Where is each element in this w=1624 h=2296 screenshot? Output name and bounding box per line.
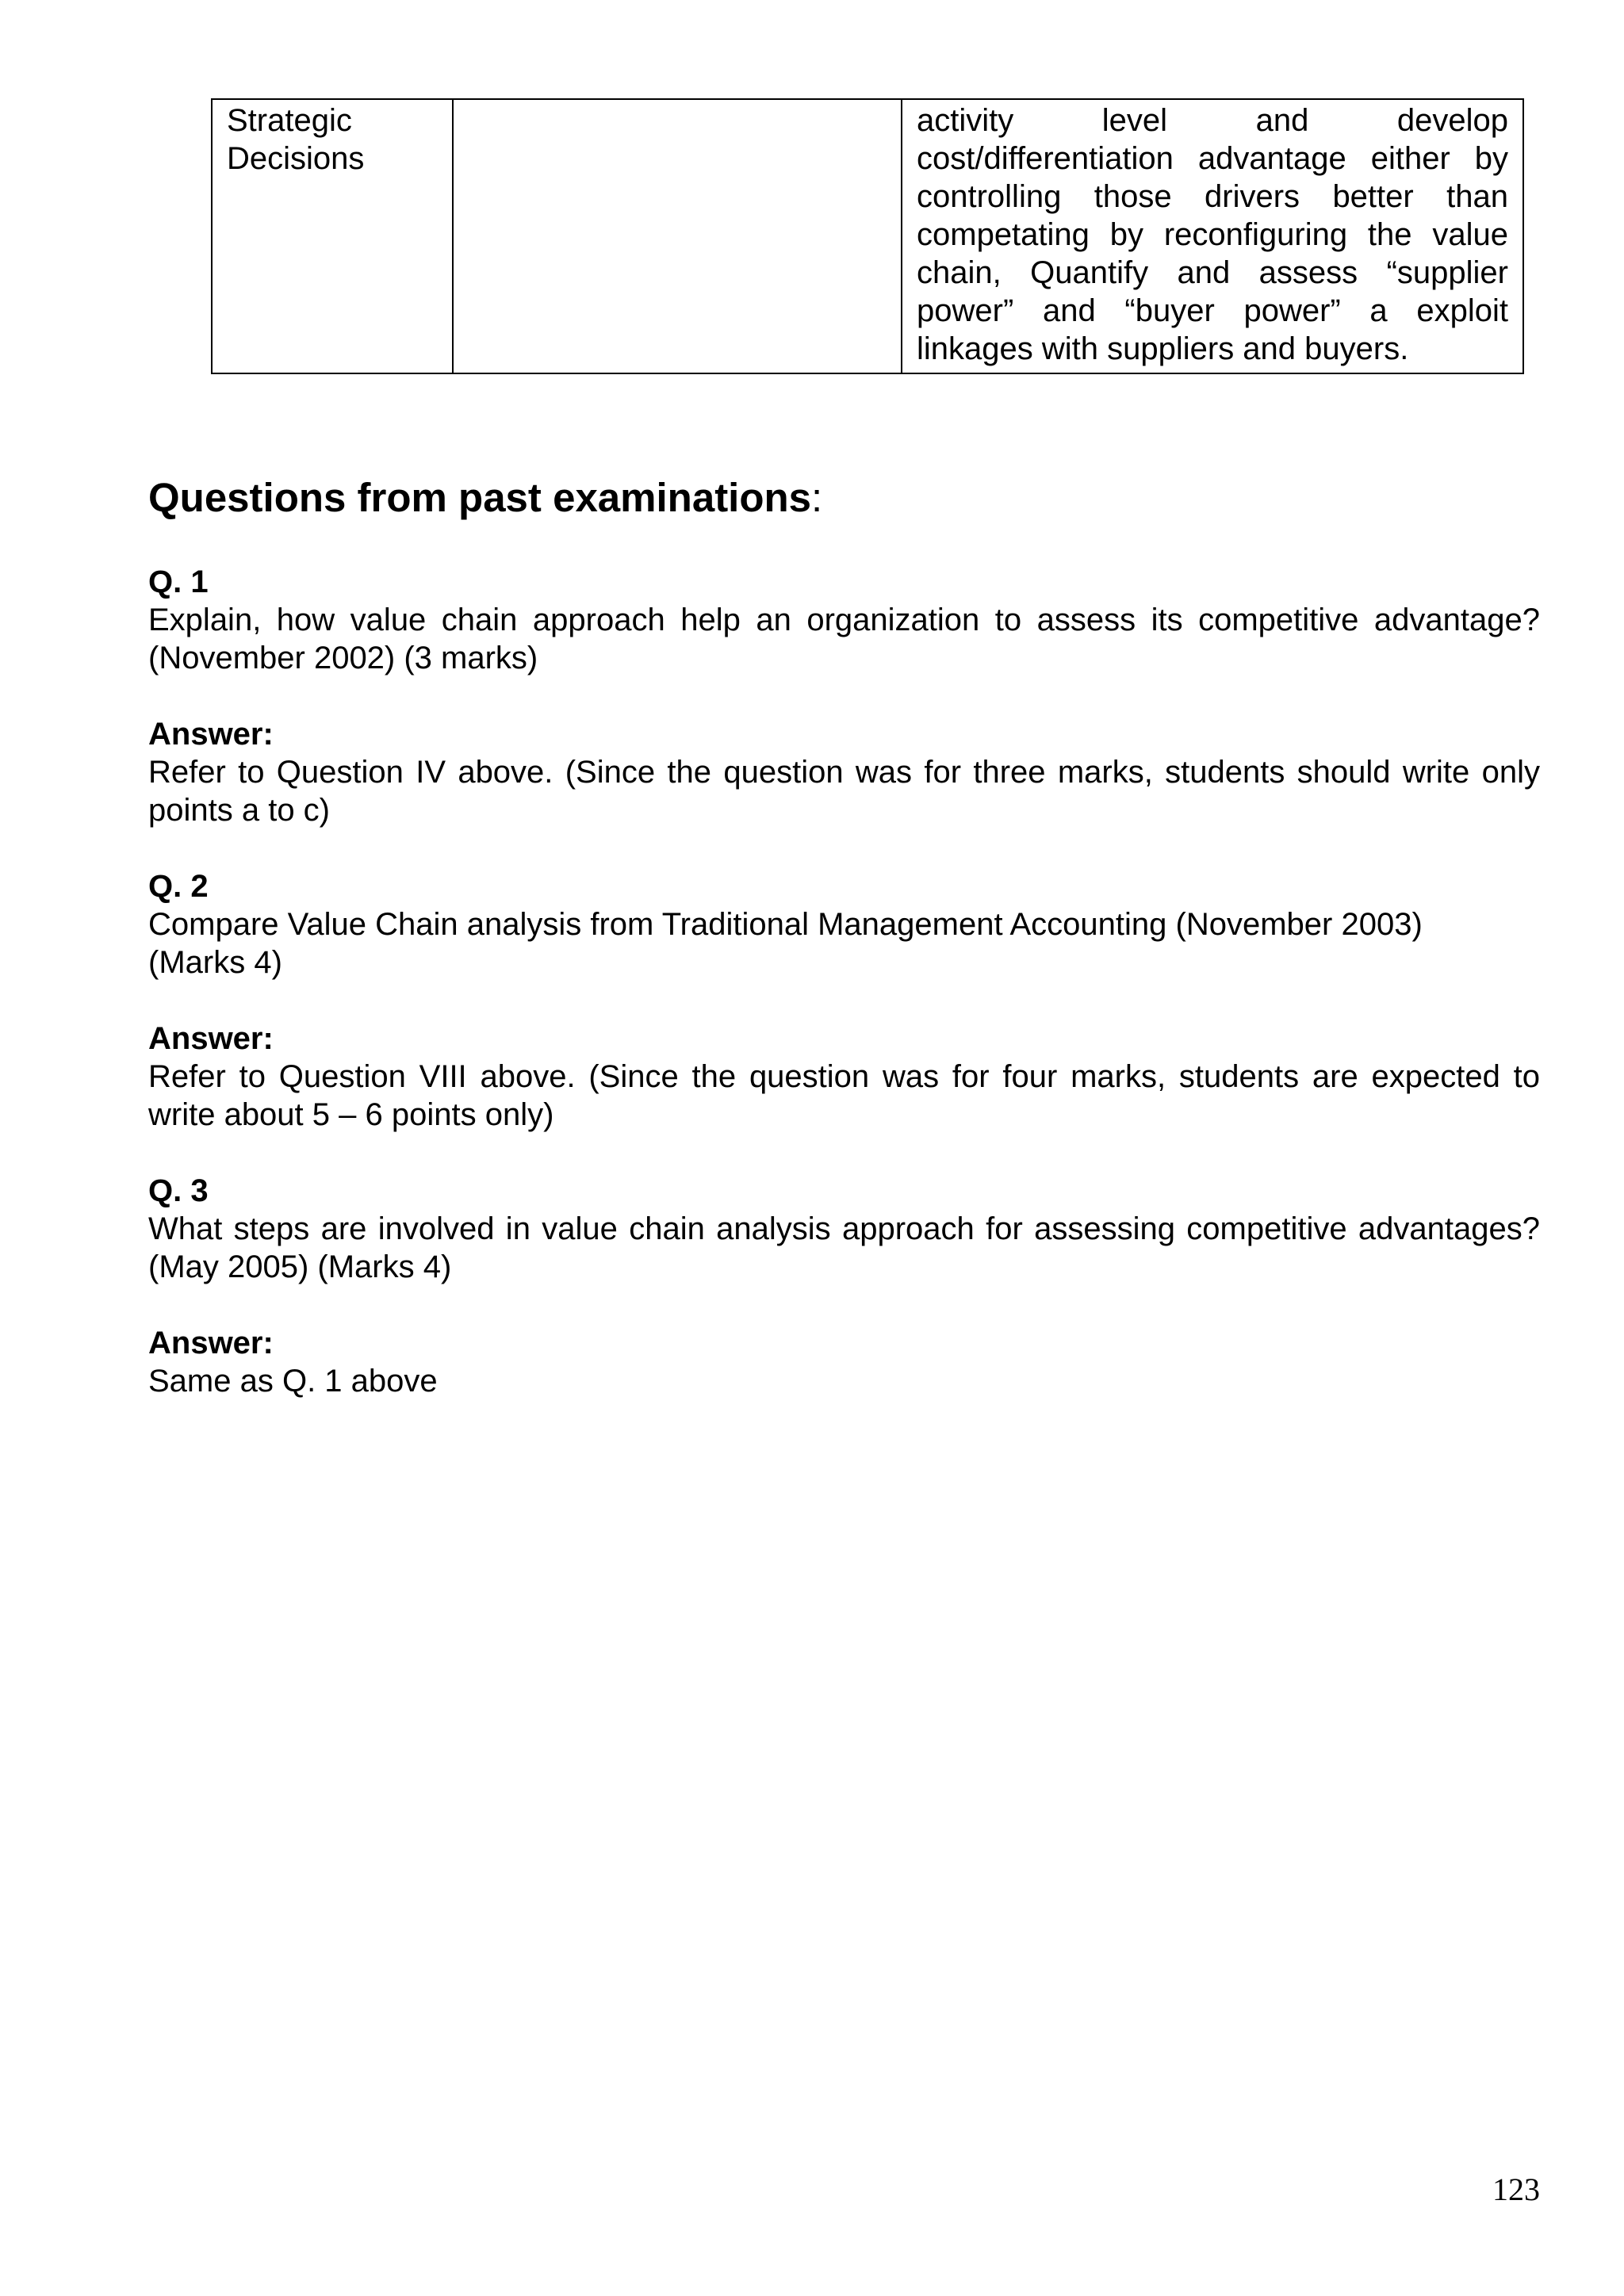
question-block (148, 563, 1540, 677)
question-text (148, 905, 1540, 982)
answer-text: Refer to Question IV above. (Since the question was for three marks, students should write only points a to c) (148, 755, 1540, 828)
answer-label: Answer: (148, 1326, 274, 1360)
section-heading-colon: : (811, 475, 823, 520)
continuation-table (211, 98, 1524, 374)
table-row (212, 99, 1523, 373)
question-label: Q. 1 (148, 564, 209, 599)
answer-block (148, 1020, 1540, 1134)
answer-label: Answer: (148, 717, 274, 752)
past-exam-questions-section (148, 474, 1540, 1438)
answer-text: Refer to Question VIII above. (Since the question was for four marks, students are expected to write about 5 – 6 points only) (148, 1059, 1540, 1132)
question-block (148, 867, 1540, 982)
table-cell-text: Strategic Decisions (227, 103, 365, 176)
page-number: 123 (1492, 2172, 1540, 2207)
answer-block (148, 1324, 1540, 1400)
question-block (148, 1172, 1540, 1286)
section-heading (148, 474, 1540, 522)
answer-text: Same as Q. 1 above (148, 1364, 438, 1399)
question-text: What steps are involved in value chain analysis approach for assessing competitive advantages? (May 2005) (Marks 4) (148, 1211, 1540, 1284)
question-label: Q. 2 (148, 869, 209, 904)
question-text: Explain, how value chain approach help an organization to assess its competitive advantage? (November 2002) (3 marks) (148, 603, 1540, 675)
question-label: Q. 3 (148, 1173, 209, 1208)
question-text-body: Compare Value Chain analysis from Traditional Management Accounting (November 2003) (Marks 4) (148, 907, 1423, 980)
answer-label: Answer: (148, 1021, 274, 1056)
answer-block (148, 715, 1540, 829)
table-cell-empty (453, 99, 902, 373)
table-cell-description: activity level and develop cost/differentiation advantage either by controlling those drivers better than competating by reconfiguring the value chain, Quantify and assess “supplier power” and “buyer power” a exploit linkages with suppliers and buyers. (902, 99, 1523, 373)
section-heading-text: Questions from past examinations (148, 475, 812, 520)
table-cell-category (212, 99, 453, 373)
